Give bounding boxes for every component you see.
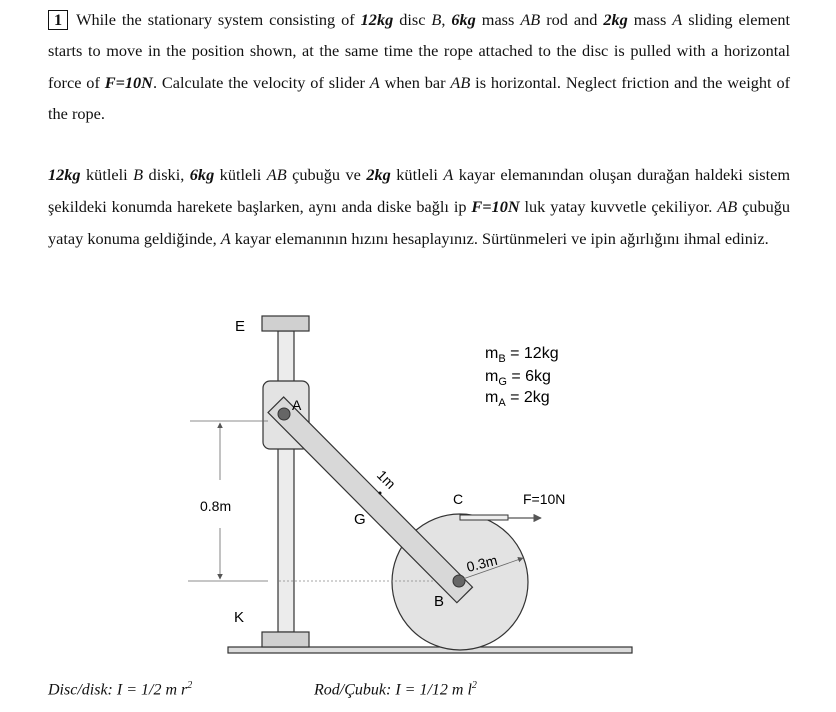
- ground: [228, 647, 632, 653]
- guide-column: [278, 331, 294, 632]
- rope: [460, 515, 508, 520]
- guide-bottom-cap: [262, 632, 309, 647]
- rod-inertia-formula: Rod/Çubuk: I = 1/12 m $l^2$: [314, 680, 477, 699]
- rod-midpoint-mark: [379, 492, 382, 495]
- mechanism-figure: [0, 300, 836, 675]
- label-e: E: [235, 318, 246, 335]
- label-g: G: [354, 511, 366, 528]
- rod-ab: [268, 397, 472, 603]
- height-label: 0.8m: [200, 498, 232, 514]
- problem-text-english: 1 While the stationary system consisting of 12kg disc B, 6kg mass AB rod and 2kg mass A sliding element starts to move in the position shown, at the same time the rope attached to the disc is pulled with a horizontal force of F=10N. Calculate the velocity of slider A when bar AB is horizontal. Neglect friction and the weight of the rope.: [48, 10, 791, 123]
- label-k: K: [234, 609, 245, 626]
- mass-a: $m_A = 2kg$: [485, 389, 550, 409]
- label-b: B: [434, 593, 445, 610]
- disc-inertia-formula: Disc/disk: I = 1/2 m $r^2$: [48, 680, 193, 699]
- pin-a: [278, 408, 290, 420]
- radius-label: 0.3m: [464, 551, 499, 575]
- problem-text-turkish: 12kg kütleli B diski, 6kg kütleli AB çubuğu ve 2kg kütleli A kayar elemanından oluşan durağan haldeki sistem şekildeki konumda harekete başlarken, aynı anda diske bağlı ip F=10N luk yatay kuvvetle çekiliyor. AB çubuğu yatay konuma geldiğinde, A kayar elemanının hızını hesaplayınız. Sürtünmeleri ve ipin ağırlığını ihmal ediniz.: [48, 165, 791, 248]
- force-label: F=10N: [523, 491, 566, 507]
- label-a: A: [292, 397, 302, 413]
- question-number: 1: [48, 10, 68, 30]
- label-c: C: [453, 491, 464, 507]
- mass-g: $m_G = 6kg$: [485, 368, 551, 388]
- guide-top-cap: [262, 316, 309, 331]
- mass-b: $m_B = 12kg$: [485, 345, 559, 365]
- pin-b: [453, 575, 465, 587]
- rod-length-label: 1m: [373, 466, 399, 492]
